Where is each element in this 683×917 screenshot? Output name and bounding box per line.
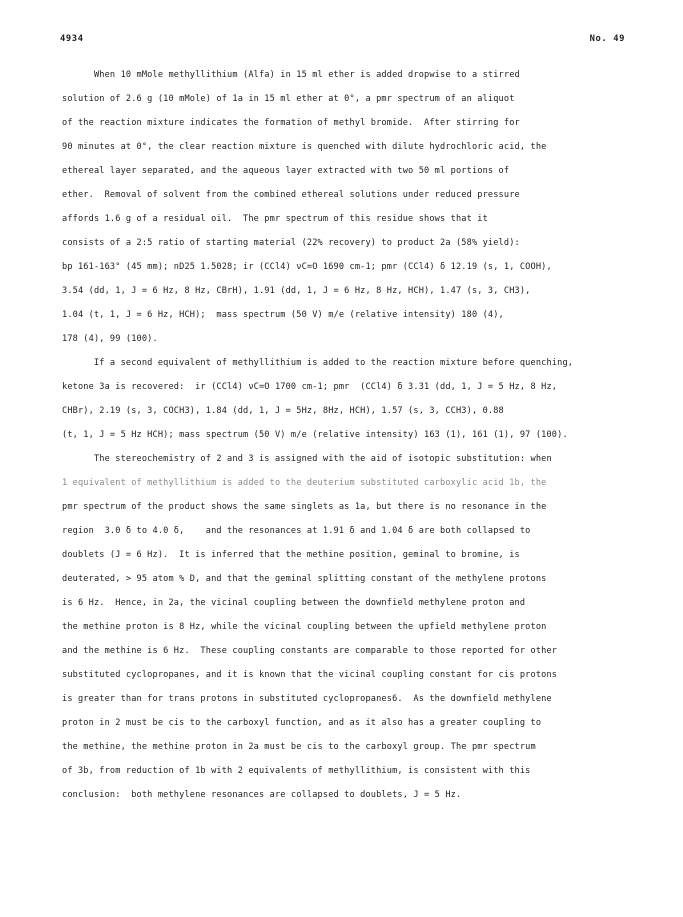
text-line: (t, 1, J = 5 Hz HCH); mass spectrum (50 V) m/e (relative intensity) 163 (1), 161 (1), 97 (100). [62, 430, 568, 440]
text-line: 1.04 (t, 1, J = 6 Hz, HCH); mass spectrum (50 V) m/e (relative intensity) 180 (4), [62, 310, 504, 320]
text-line: If a second equivalent of methyllithium is added to the reaction mixture before quenching, [62, 358, 574, 368]
text-line: ethereal layer separated, and the aqueous layer extracted with two 50 ml portions of [62, 166, 510, 176]
text-line: pmr spectrum of the product shows the same singlets as 1a, but there is no resonance in the [62, 502, 547, 512]
text-line: ether. Removal of solvent from the combined ethereal solutions under reduced pressure [62, 190, 520, 200]
text-line: consists of a 2:5 ratio of starting material (22% recovery) to product 2a (58% yield): [62, 238, 520, 248]
text-line: of the reaction mixture indicates the formation of methyl bromide. After stirring for [62, 118, 520, 128]
text-line: solution of 2.6 g (10 mMole) of 1a in 15 ml ether at 0°, a pmr spectrum of an aliquot [62, 94, 515, 104]
text-line: affords 1.6 g of a residual oil. The pmr spectrum of this residue shows that it [62, 214, 488, 224]
text-line: bp 161-163° (45 mm); nD25 1.5028; ir (CCl4) νC=O 1690 cm-1; pmr (CCl4) δ 12.19 (s, 1, COOH), [62, 262, 552, 272]
text-line: 3.54 (dd, 1, J = 6 Hz, 8 Hz, CBrH), 1.91 (dd, 1, J = 6 Hz, 8 Hz, HCH), 1.47 (s, 3, CH3), [62, 286, 531, 296]
text-line: 178 (4), 99 (100). [62, 334, 158, 344]
text-line: doublets (J = 6 Hz). It is inferred that the methine position, geminal to bromine, is [62, 550, 520, 560]
text-line: and the methine is 6 Hz. These coupling constants are comparable to those reported for other [62, 646, 558, 656]
text-line: substituted cyclopropanes, and it is known that the vicinal coupling constant for cis protons [62, 670, 558, 680]
page-number: 4934 [60, 34, 84, 44]
text-line: When 10 mMole methyllithium (Alfa) in 15 ml ether is added dropwise to a stirred [62, 70, 520, 80]
text-line: of 3b, from reduction of 1b with 2 equivalents of methyllithium, is consistent with this [62, 766, 531, 776]
text-line: CHBr), 2.19 (s, 3, COCH3), 1.84 (dd, 1, J = 5Hz, 8Hz, HCH), 1.57 (s, 3, CCH3), 0.88 [62, 406, 504, 416]
text-line: is 6 Hz. Hence, in 2a, the vicinal coupling between the downfield methylene proton and [62, 598, 526, 608]
text-line: is greater than for trans protons in substituted cyclopropanes6. As the downfield methylene [62, 694, 552, 704]
text-line: 1 equivalent of methyllithium is added to the deuterium substituted carboxylic acid 1b, the [62, 478, 547, 488]
text-line: The stereochemistry of 2 and 3 is assigned with the aid of isotopic substitution: when [62, 454, 552, 464]
text-line: deuterated, > 95 atom % D, and that the geminal splitting constant of the methylene protons [62, 574, 547, 584]
text-line: the methine, the methine proton in 2a must be cis to the carboxyl group. The pmr spectrum [62, 742, 536, 752]
text-line: 90 minutes at 0°, the clear reaction mixture is quenched with dilute hydrochloric acid, the [62, 142, 547, 152]
text-line: region 3.0 δ to 4.0 δ, and the resonances at 1.91 δ and 1.04 δ are both collapsed to [62, 526, 531, 536]
text-line: conclusion: both methylene resonances are collapsed to doublets, J = 5 Hz. [62, 790, 462, 800]
text-line: ketone 3a is recovered: ir (CCl4) νC=O 1700 cm-1; pmr (CCl4) δ 3.31 (dd, 1, J = 5 Hz, 8 Hz, [62, 382, 558, 392]
text-line: the methine proton is 8 Hz, while the vicinal coupling between the upfield methylene proton [62, 622, 547, 632]
issue-number: No. 49 [589, 34, 625, 44]
text-line: proton in 2 must be cis to the carboxyl function, and as it also has a greater coupling to [62, 718, 542, 728]
